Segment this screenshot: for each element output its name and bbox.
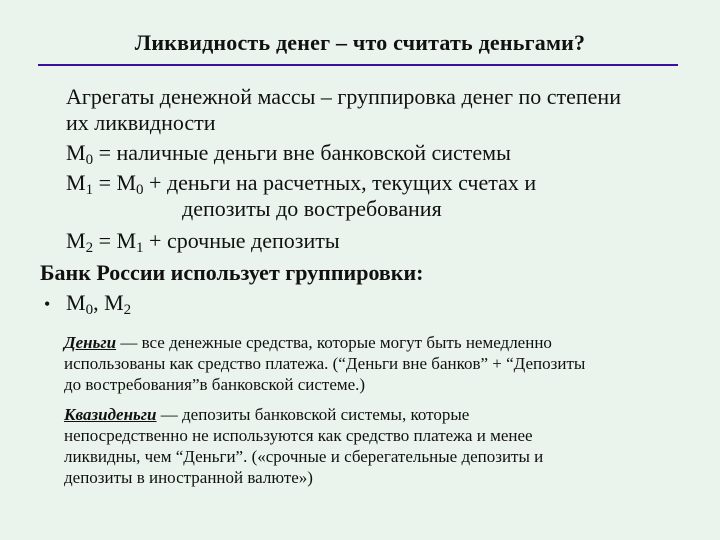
slide-title: Ликвидность денег – что считать деньгами? xyxy=(134,30,586,55)
m1-definition-cont: депозиты до востребования xyxy=(182,196,442,221)
quasi-note-line-2: непосредственно не используются как средство платежа и менее xyxy=(64,426,533,445)
m1-eq-subscript: 0 xyxy=(136,182,144,198)
aggregates-line-1: Агрегаты денежной массы – группировка денег по степени xyxy=(66,84,621,109)
money-def-1: — все денежные средства, которые могут быть немедленно xyxy=(116,333,552,352)
grouping-sub-0: 0 xyxy=(85,302,94,318)
m0-subscript: 0 xyxy=(85,152,94,168)
grouping-sep: , M xyxy=(93,290,124,315)
aggregates-line-2: их ликвидности xyxy=(66,110,216,135)
quasi-note-line-3: ликвидны, чем “Деньги”. («срочные и сберегательные депозиты и xyxy=(64,447,544,466)
m2-eq-subscript: 1 xyxy=(136,240,144,256)
m0-text: = наличные деньги вне банковской системы xyxy=(93,140,511,165)
money-term: Деньги xyxy=(64,333,117,352)
m2-symbol: M xyxy=(66,228,86,253)
m2-text: + срочные депозиты xyxy=(143,228,340,253)
m2-subscript: 2 xyxy=(85,240,94,256)
m2-equals: = M xyxy=(93,228,137,253)
bullet-icon: • xyxy=(44,294,51,314)
m1-definition xyxy=(66,170,536,196)
money-note-line-2: использованы как средство платежа. (“Деньги вне банков” + “Депозиты xyxy=(64,354,586,373)
m1-subscript: 1 xyxy=(85,182,94,198)
grouping-sub-2: 2 xyxy=(123,302,132,318)
bank-groupings xyxy=(66,290,131,316)
m1-text: + деньги на расчетных, текущих счетах и xyxy=(143,170,537,195)
m0-definition xyxy=(66,140,511,166)
bank-heading: Банк России использует группировки: xyxy=(40,260,424,285)
quasi-def-1: — депозиты банковской системы, которые xyxy=(156,405,470,424)
title-underline xyxy=(38,64,678,66)
quasi-term: Квазиденьги xyxy=(64,405,157,424)
m1-equals: = M xyxy=(93,170,137,195)
money-note-line-3: до востребования”в банковской системе.) xyxy=(64,375,366,394)
m2-definition xyxy=(66,228,340,254)
quasi-note-line-4: депозиты в иностранной валюте») xyxy=(64,468,313,487)
m1-symbol: M xyxy=(66,170,86,195)
m0-symbol: M xyxy=(66,140,86,165)
quasi-note-line-1 xyxy=(64,405,469,425)
money-note-line-1 xyxy=(64,333,552,353)
grouping-m: M xyxy=(66,290,86,315)
